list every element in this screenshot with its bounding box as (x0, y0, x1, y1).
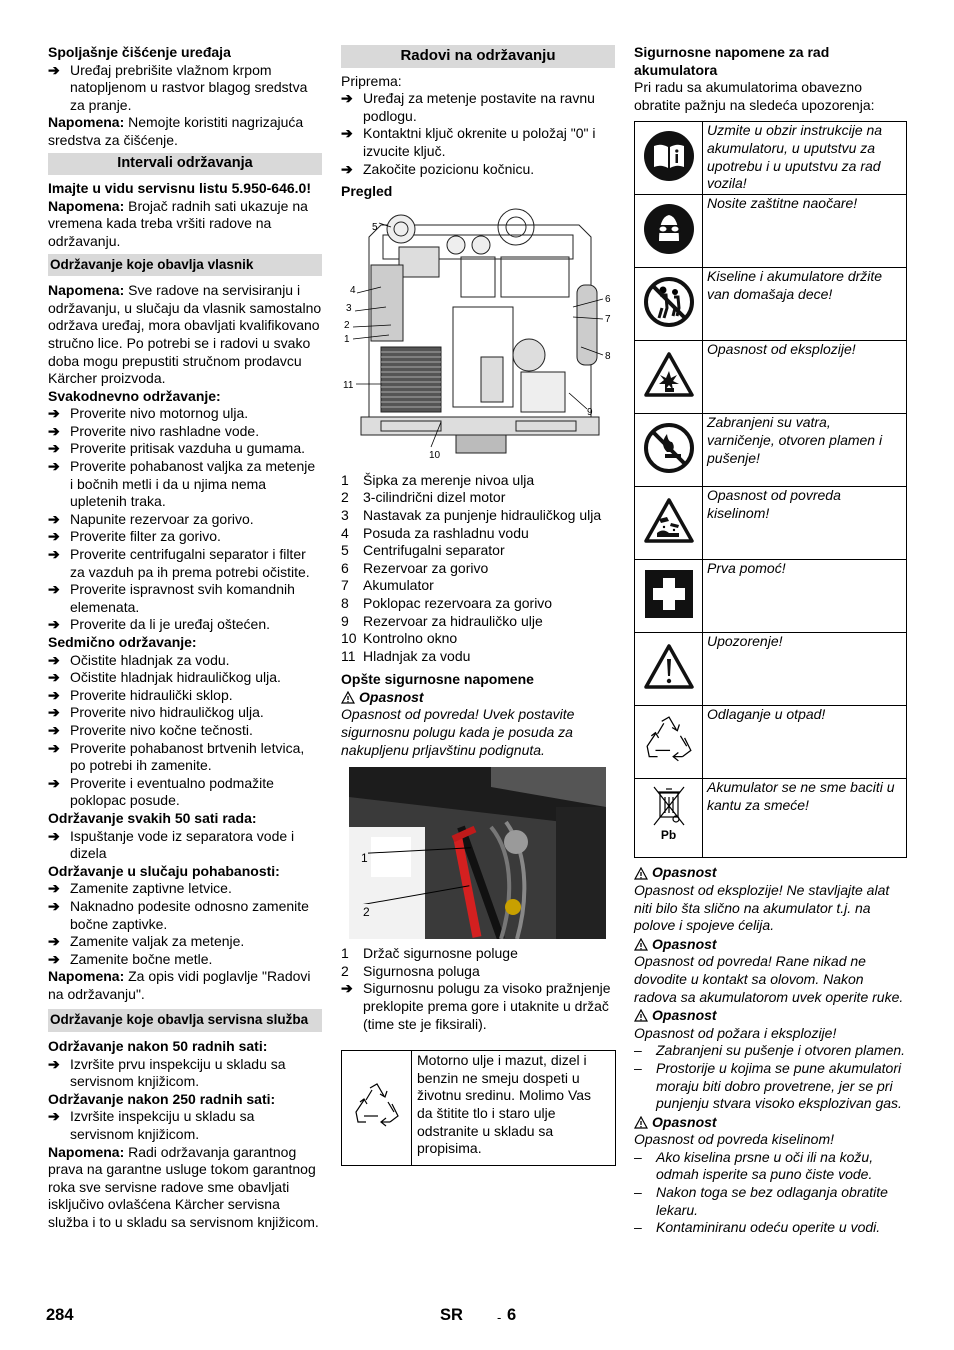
list-item: ➔ Proverite hidraulički sklop. (48, 686, 233, 703)
table-row (635, 560, 907, 633)
symbol-text: Kiseline i akumulatore držite van domašaja dece! (703, 268, 907, 341)
list-item: ➔ Sigurnosnu polugu za visoko pražnjenje preklopite prema gore i utaknite u držač (time ste je fiksirali). (341, 980, 611, 1032)
callout-10: 10 (429, 449, 441, 461)
symbol-text: Opasnost od eksplozije! (703, 341, 907, 414)
table-row (635, 633, 907, 706)
list-item: 9 Rezervoar za hidrauličko ulje (341, 612, 543, 629)
dash-list (634, 1042, 907, 1112)
arrow-icon: ➔ (48, 1055, 60, 1072)
danger-text: Opasnost od eksplozije! Ne stavljajte alat niti bilo šta slično na akumulator t.j. na polove i spojeve ćelija. (634, 881, 890, 934)
list-item: ➔ Proverite pohabanost valjka za metenje i bočnih metli i da u njima nema upletenih traka. (48, 458, 316, 510)
list-item: ➔ Proverite pritisak vazduha u gumama. (48, 440, 305, 457)
column-left (48, 44, 322, 1232)
danger-heading: Opasnost (634, 936, 907, 954)
machine-drawing (341, 207, 615, 462)
list-item: – Prostorije u kojima se pune akumulatori moraju biti dobro provetrene, jer se pri punjenju stvara visoko eksplozivan gas. (634, 1059, 902, 1112)
list-item: 10 Kontrolno okno (341, 630, 458, 647)
list-item: 4 Posuda za rashladnu vodu (341, 524, 529, 541)
list-item: 1 Šipka za merenje nivoa ulja (341, 471, 535, 488)
no-fire-icon (643, 422, 695, 474)
list-item: ➔ Proverite da li je uređaj oštećen. (48, 616, 270, 633)
note: Napomena: Radi održavanja garantnog prava na garantne usluge tokom garantnog roka sve servisne radove sme obavljati isključivo ovlašćena Kärcher servisna služba i to u skladu sa servisnom knjižicom. (48, 1143, 319, 1230)
arrow-icon: ➔ (48, 405, 60, 422)
danger-text: Opasnost od požara i eksplozije! (634, 1024, 837, 1041)
exterior-cleaning-title: Spoljašnje čišćenje uređaja (48, 44, 231, 60)
list-item: 7 Akumulator (341, 577, 434, 594)
callout-6: 6 (605, 293, 611, 305)
section-heading-owner: Održavanje koje obavlja vlasnik (48, 254, 322, 277)
list-item: ➔ Kontaktni ključ okrenite u položaj "0" i izvucite ključ. (341, 125, 596, 159)
table-row (635, 487, 907, 560)
warning-triangle-icon (341, 691, 355, 704)
service-list-note: Imajte u vidu servisnu listu 5.950-646.0! (48, 180, 311, 197)
list-item: ➔ Proverite i eventualno podmažite poklopac posude. (48, 774, 274, 809)
h50-title: Održavanje svakih 50 sati rada: (48, 809, 257, 826)
arrow-icon: ➔ (48, 546, 60, 563)
list-item: ➔ Proverite nivo hidrauličkog ulja. (48, 704, 264, 721)
callout-2: 2 (344, 319, 350, 331)
danger-heading: Opasnost (634, 1114, 907, 1132)
list-item: ➔ Napunite rezervoar za gorivo. (48, 510, 254, 527)
list-item: ➔ Naknadno podesite odnosno zamenite bočne zaptivke. (48, 897, 309, 932)
list-item: ➔ Proverite pohabanost brtvenih letvica, po potrebi ih zamenite. (48, 739, 305, 774)
machine-overview-figure (341, 207, 615, 462)
list-item: ➔ Izvršite inspekciju u skladu sa servisnom knjižicom. (48, 1108, 255, 1143)
list-item: 3 Nastavak za punjenje hidrauličkog ulja (341, 506, 602, 523)
battery-safety-title: Sigurnosne napomene za rad akumulatora (634, 44, 830, 78)
recycle-icon (643, 715, 695, 765)
danger-heading: Opasnost (634, 864, 907, 882)
weekly-title: Sedmično održavanje: (48, 634, 197, 650)
section-heading-intervals: Intervali održavanja (48, 153, 322, 176)
wear-title: Održavanje u slučaju pohabanosti: (48, 862, 280, 879)
list-item: 2 Sigurnosna poluga (341, 962, 480, 979)
first-aid-icon (643, 568, 695, 620)
table-row (635, 414, 907, 487)
list-item: 1 Držač sigurnosne poluge (341, 945, 518, 962)
danger-text: Opasnost od povreda kiselinom! (634, 1131, 834, 1148)
arrow-icon: ➔ (48, 581, 60, 598)
list-item: ➔ Zakočite pozicionu kočnicu. (341, 160, 535, 177)
weekly-list (48, 652, 322, 810)
photo-parts-list (341, 945, 615, 980)
parts-list (341, 472, 615, 666)
arrow-icon: ➔ (48, 616, 60, 633)
list-item: ➔ Proverite nivo kočne tečnosti. (48, 721, 253, 738)
table-row (635, 706, 907, 779)
warning-triangle-icon (634, 867, 648, 880)
photo-callout-2: 2 (363, 904, 370, 922)
acid-icon (643, 497, 695, 545)
callout-8: 8 (605, 350, 611, 362)
lever-photo-drawing (341, 767, 615, 939)
sub-page-number: 6 (507, 1306, 517, 1324)
warning-triangle-icon (634, 1009, 648, 1022)
dash-list (634, 1149, 907, 1237)
symbol-text: Opasnost od povreda kiselinom! (703, 487, 907, 560)
danger-text: Opasnost od povreda! Rane nikad ne dovodite u kontakt sa olovom. Nakon radova sa akumulatorom uvek operite ruke. (634, 953, 904, 1005)
symbol-text: Zabranjeni su vatra, varničenje, otvoren plamen i pušenje! (703, 414, 907, 487)
environment-text: Motorno ulje i mazut, dizel i benzin ne smeju dospeti u životnu sredinu. Molimo Vas da štitite tlo i staro ulje odstranite u skladu sa propisima. (412, 1051, 616, 1166)
callout-1: 1 (344, 333, 350, 345)
symbol-text: Prva pomoć! (703, 560, 907, 633)
goggles-icon (643, 203, 695, 255)
after50-title: Održavanje nakon 50 radnih sati: (48, 1038, 268, 1055)
symbol-text: Akumulator se ne sme baciti u kantu za smeće! (703, 779, 907, 858)
symbol-text: Odlaganje u otpad! (703, 706, 907, 779)
list-item: – Kontaminiranu odeću operite u vodi. (634, 1219, 881, 1236)
arrow-icon: ➔ (48, 880, 60, 897)
pb-label: Pb (660, 827, 677, 842)
after250-list (48, 1108, 322, 1143)
arrow-icon: ➔ (48, 774, 60, 791)
symbol-text: Uzmite u obzir instrukcije na akumulatoru, u uputstvu za upotrebu i u uputstvu za rad vozila! (703, 122, 907, 195)
h50-list (48, 828, 322, 863)
list-item: ➔ Zamenite bočne metle. (48, 950, 213, 967)
arrow-icon: ➔ (48, 933, 60, 950)
list-item: 11 Hladnjak za vodu (341, 647, 471, 664)
list-item: ➔ Proverite centrifugalni separator i filter za vazduh pa ih prema potrebi očistite. (48, 546, 310, 580)
children-prohibited-icon (643, 276, 695, 328)
arrow-icon: ➔ (48, 440, 60, 457)
list-item: ➔ Očistite hladnjak za vodu. (48, 651, 230, 668)
list-item: ➔ Izvršite prvu inspekciju u skladu sa servisnom knjižicom. (48, 1055, 286, 1090)
section-heading-maintenance: Radovi na održavanju (341, 45, 615, 68)
list-item: ➔ Uređaj za metenje postavite na ravnu podlogu. (341, 90, 595, 124)
after50-list (48, 1056, 322, 1091)
daily-list (48, 405, 322, 634)
environment-notice (341, 1050, 616, 1166)
list-item: ➔ Ispuštanje vode iz separatora vode i dizela (48, 827, 295, 862)
callout-5: 5 (372, 221, 378, 233)
safety-lever-photo (341, 767, 615, 939)
recycle-cell (342, 1051, 412, 1166)
arrow-icon: ➔ (48, 458, 60, 475)
column-right (634, 44, 907, 1237)
language-code: SR (440, 1306, 463, 1324)
explosion-icon (643, 351, 695, 399)
arrow-icon: ➔ (48, 686, 60, 703)
list-item: 5 Centrifugalni separator (341, 542, 505, 559)
list-item: ➔ Zamenite zaptivne letvice. (48, 880, 232, 897)
list-item: ➔ Zamenite valjak za metenje. (48, 933, 245, 950)
list-item: ➔ Proverite filter za gorivo. (48, 528, 221, 545)
recycle-icon (352, 1082, 402, 1130)
overview-title: Pregled (341, 183, 393, 200)
table-row (635, 195, 907, 268)
warning-icon (643, 643, 695, 691)
list-item: ➔ Proverite nivo motornog ulja. (48, 405, 249, 422)
arrow-icon: ➔ (48, 528, 60, 545)
note: Napomena: Nemojte koristiti nagrizajuća sredstva za čišćenje. (48, 114, 304, 148)
battery-intro: Pri radu sa akumulatorima obavezno obratite pažnju na sledeća upozorenja: (634, 79, 875, 113)
battery-symbols-table (634, 121, 907, 858)
wear-list (48, 880, 322, 968)
arrow-icon: ➔ (48, 704, 60, 721)
warning-triangle-icon (634, 1116, 648, 1129)
manual-icon (643, 130, 695, 182)
note: Napomena: Brojač radnih sati ukazuje na vremena kada treba vršiti radove na održavanju. (48, 197, 308, 249)
table-row (635, 779, 907, 858)
page-separator: - (497, 1310, 502, 1325)
callout-4: 4 (350, 284, 356, 296)
callout-9: 9 (587, 406, 593, 418)
list-item: – Ako kiselina prsne u oči ili na kožu, odmah isperite sa puno čiste vode. (634, 1148, 874, 1183)
danger-heading: Opasnost (341, 689, 615, 707)
page-number: 284 (46, 1306, 74, 1324)
list-item: ➔ Uređaj prebrišite vlažnom krpom natopljenom u rastvor blagog sredstva za pranje. (48, 61, 308, 113)
danger-text: Opasnost od povreda! Uvek postavite sigurnosnu polugu kada je posuda za nakupljenu prljavštinu podignuta. (341, 706, 575, 758)
symbol-text: Upozorenje! (703, 633, 907, 706)
arrow-icon: ➔ (48, 422, 60, 439)
arrow-icon: ➔ (48, 1108, 60, 1125)
list-item: ➔ Očistite hladnjak hidrauličkog ulja. (48, 669, 281, 686)
arrow-icon: ➔ (48, 721, 60, 738)
column-middle (341, 44, 615, 1166)
list-item: ➔ Proverite nivo rashladne vode. (48, 422, 260, 439)
list-item: – Nakon toga se bez odlaganja obratite lekaru. (634, 1184, 888, 1218)
arrow-icon: ➔ (48, 739, 60, 756)
table-row (635, 122, 907, 195)
symbol-text: Nosite zaštitne naočare! (703, 195, 907, 268)
list-item: 2 3-cilindrični dizel motor (341, 489, 506, 506)
prep-list (341, 90, 615, 178)
no-bin-icon (652, 785, 686, 827)
table-row (635, 268, 907, 341)
arrow-icon: ➔ (341, 90, 353, 107)
arrow-icon: ➔ (341, 160, 353, 177)
list-item: ➔ Proverite ispravnost svih komandnih elemenata. (48, 581, 295, 615)
note: Napomena: Za opis vidi poglavlje "Radovi na održavanju". (48, 968, 311, 1002)
arrow-icon: ➔ (341, 125, 353, 142)
daily-title: Svakodnevno održavanje: (48, 387, 221, 404)
photo-callout-1: 1 (361, 850, 368, 868)
table-row (635, 341, 907, 414)
list-item: 8 Poklopac rezervoara za gorivo (341, 594, 553, 611)
section-heading-service: Održavanje koje obavlja servisna služba (48, 1009, 322, 1032)
callout-7: 7 (605, 313, 611, 325)
arrow-icon: ➔ (48, 669, 60, 686)
arrow-icon: ➔ (48, 897, 60, 914)
danger-heading: Opasnost (634, 1007, 907, 1025)
arrow-icon: ➔ (48, 827, 60, 844)
callout-11: 11 (343, 379, 354, 391)
note: Napomena: Sve radove na servisiranju i održavanju, u slučaju da vlasnik samostalno održava uređaj, mora obavljati kvalifikovano stručno lice. Po potrebi se i radovi u svako doba mogu prepustiti stručnom prodavcu Kärcher proizvoda. (48, 282, 322, 387)
after250-title: Održavanje nakon 250 radnih sati: (48, 1090, 276, 1107)
arrow-icon: ➔ (48, 510, 60, 527)
safety-title: Opšte sigurnosne napomene (341, 671, 534, 688)
arrow-icon: ➔ (48, 651, 60, 668)
list-item: 6 Rezervoar za gorivo (341, 559, 489, 576)
callout-3: 3 (346, 302, 352, 314)
warning-triangle-icon (634, 938, 648, 951)
arrow-icon: ➔ (48, 950, 60, 967)
preparation-label: Priprema: (341, 72, 402, 89)
list-item: – Zabranjeni su pušenje i otvoren plamen. (634, 1042, 906, 1059)
